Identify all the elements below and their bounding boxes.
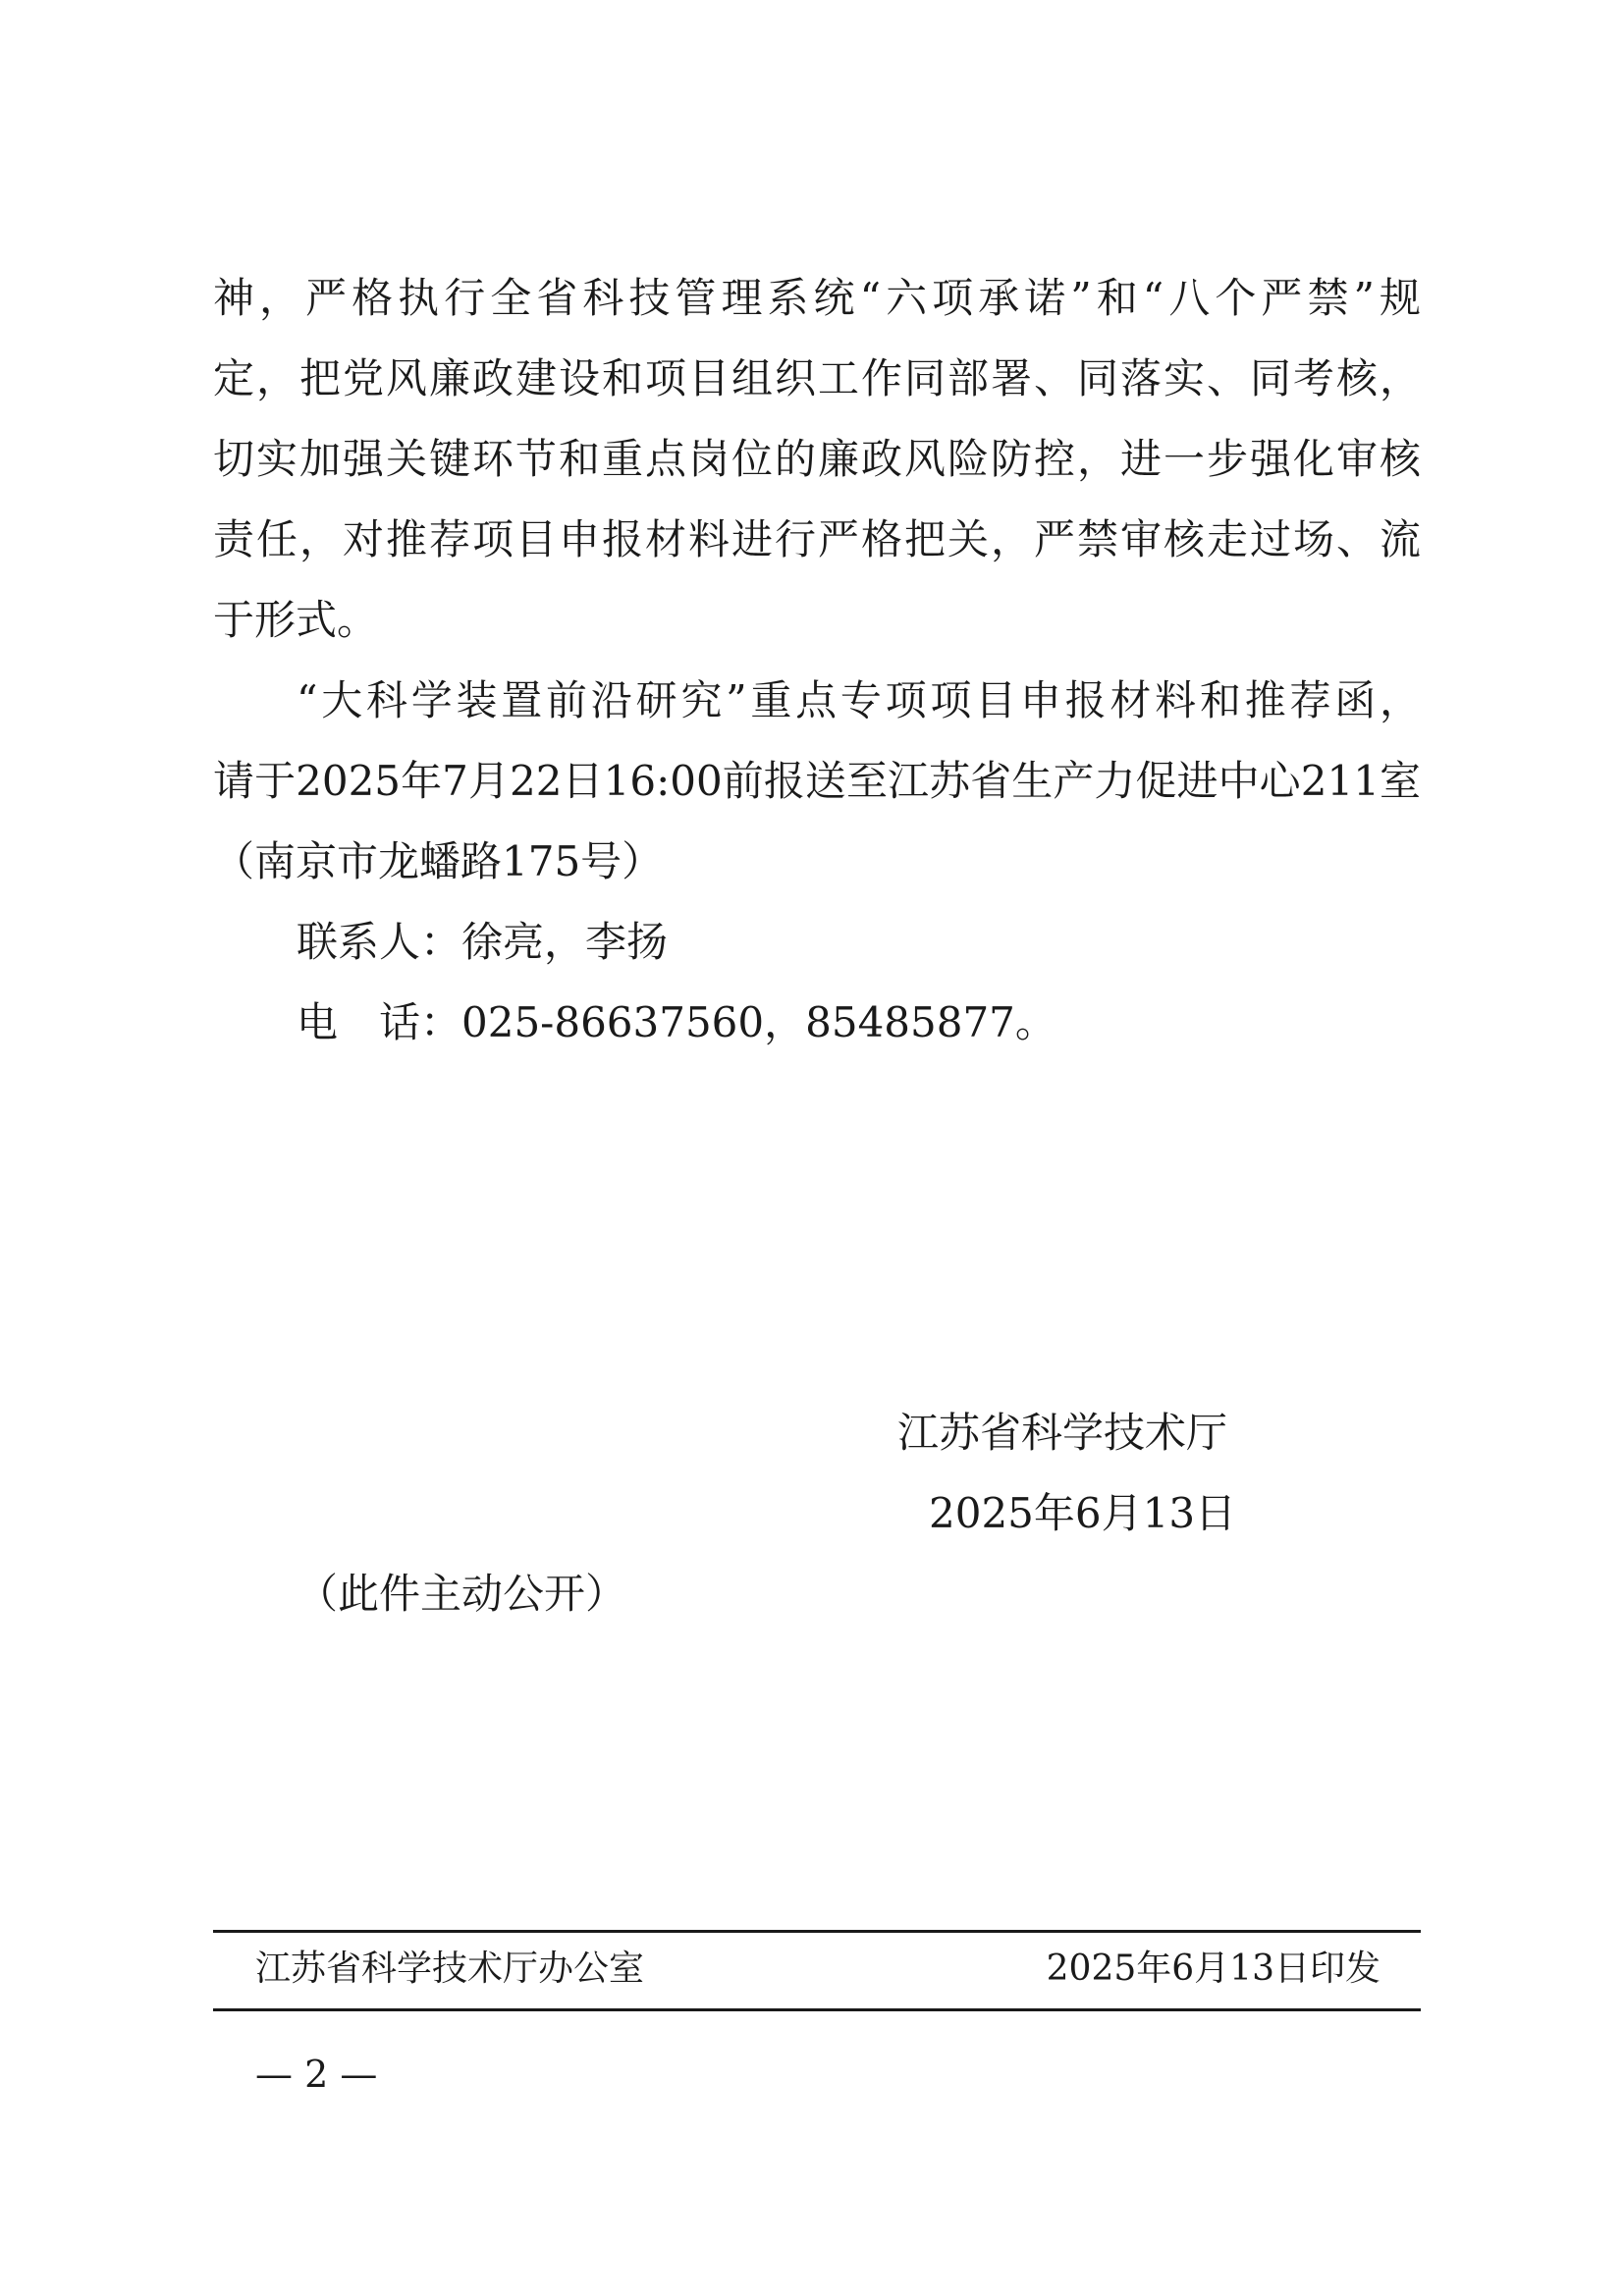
contact-phone: 电 话：025-86637560，85485877。 xyxy=(297,998,1056,1046)
signature-date: 2025年6月13日 xyxy=(929,1489,1237,1537)
footer-issuer: 江苏省科学技术厅办公室 xyxy=(255,1949,645,1989)
body-line-3: 切实加强关键环节和重点岗位的廉政风险防控，进一步强化审核 xyxy=(213,435,1421,483)
disclosure-note: （此件主动公开） xyxy=(297,1570,627,1618)
body-line-5: 于形式。 xyxy=(213,596,379,644)
page-number: — 2 — xyxy=(255,2053,378,2096)
body-line-6: “大科学装置前沿研究”重点专项项目申报材料和推荐函， xyxy=(297,676,1421,724)
body-line-8: （南京市龙蟠路175号） xyxy=(213,837,664,885)
signature-org: 江苏省科学技术厅 xyxy=(897,1409,1228,1457)
body-line-7: 请于2025年7月22日16:00前报送至江苏省生产力促进中心211室 xyxy=(213,757,1421,805)
footer-issue-date: 2025年6月13日印发 xyxy=(1046,1949,1380,1989)
footer-bottom-rule xyxy=(213,2008,1421,2011)
body-line-2: 定，把党风廉政建设和项目组织工作同部署、同落实、同考核， xyxy=(213,354,1421,402)
body-line-4: 责任，对推荐项目申报材料进行严格把关，严禁审核走过场、流 xyxy=(213,515,1421,563)
body-line-1: 神，严格执行全省科技管理系统“六项承诺”和“八个严禁”规 xyxy=(213,274,1421,322)
footer-top-rule xyxy=(213,1930,1421,1933)
contact-person: 联系人：徐亮，李扬 xyxy=(297,918,669,966)
